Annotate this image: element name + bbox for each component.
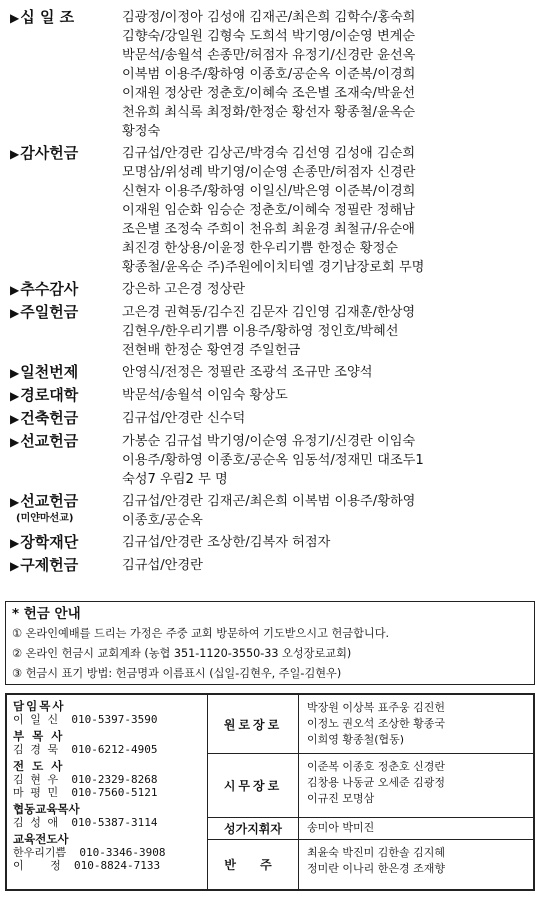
elders-table — [208, 695, 533, 889]
triangle-bullet-icon: ▶ — [10, 536, 20, 550]
triangle-bullet-icon: ▶ — [10, 366, 20, 380]
category-label: 일천번제 — [20, 363, 79, 381]
staff-role: 전 도 사 — [13, 759, 65, 773]
elders-row — [208, 840, 533, 889]
donor-names: 가봉순 김규섭 박기영/이순영 유정기/신경란 이임숙 이용주/황하영 이종호/공순옥 임동석/정재민 대조두1 숙성7 우림2 무 명 — [122, 434, 424, 487]
staff-contact: 마 평 민 010-7560-5121 — [13, 786, 158, 799]
category-label: 장학재단 — [20, 533, 79, 551]
offering-row — [10, 280, 534, 300]
donor-names: 박문석/송월석 이임숙 황상도 — [122, 388, 288, 403]
staff-role: 부 목 사 — [13, 729, 65, 743]
offering-category — [10, 8, 122, 28]
category-label: 구제헌금 — [20, 556, 79, 574]
elders-row — [208, 818, 533, 840]
offering-category — [10, 144, 122, 164]
triangle-bullet-icon: ▶ — [10, 283, 20, 297]
offering-category — [10, 303, 122, 323]
offering-guide-box — [5, 601, 535, 685]
guide-line: ② 온라인 헌금시 교회계좌 (농협 351-1120-3550-33 오성장로교회) — [12, 647, 352, 660]
guide-title: * 헌금 안내 — [12, 606, 81, 622]
category-label: 선교헌금 — [20, 492, 79, 510]
offering-category — [10, 363, 122, 383]
staff-contact: 이 일 신 010-5397-3590 — [13, 713, 158, 726]
offering-category — [10, 492, 122, 526]
elders-label: 성가지휘자 — [208, 818, 299, 839]
donor-names: 김규섭/안경란 김재곤/최은희 이복범 이용주/황하영 이종호/공순옥 — [122, 494, 416, 528]
offering-row — [10, 303, 534, 360]
pastor-contacts — [7, 695, 208, 889]
offering-row — [10, 363, 534, 383]
elders-label: 원로장로 — [208, 695, 299, 753]
category-label: 십 일 조 — [20, 8, 75, 26]
staff-directory — [5, 693, 535, 891]
offering-row — [10, 432, 534, 489]
category-label: 감사헌금 — [20, 144, 79, 162]
triangle-bullet-icon: ▶ — [10, 389, 20, 403]
donor-names: 김규섭/안경란 신수덕 — [122, 411, 246, 426]
staff-contact: 한우리기쁨 010-3346-3908 — [13, 846, 166, 859]
guide-line: ③ 헌금시 표기 방법: 헌금명과 이름표시 (십일-김현우, 주일-김현우) — [12, 667, 342, 680]
offering-category — [10, 386, 122, 406]
donor-names: 김광정/이정아 김성애 김재곤/최은희 김학수/홍숙희 김향숙/강일원 김형숙 도희석 박기영/이순영 변계순 박문석/송월석 손종만/허점자 유정기/신경란 윤선옥 이복범 이용주/황하영 이종호/공순옥 이준복/이경희 이재원 정상란 정춘호/이혜숙 조은별 조재숙/박윤선 천유희 최식록 최정화/한정순 황선자 황종철/윤옥순 황정숙 — [122, 10, 416, 139]
triangle-bullet-icon: ▶ — [10, 11, 20, 25]
staff-contact: 김 현 우 010-2329-8268 — [13, 773, 158, 786]
elders-names: 이준복 이종호 정춘호 신경란 김창용 나동균 오세준 김광정 이규진 모명삼 — [307, 760, 446, 805]
offering-category — [10, 432, 122, 452]
donor-names: 강은하 고은경 정상란 — [122, 282, 246, 297]
triangle-bullet-icon: ▶ — [10, 147, 20, 161]
triangle-bullet-icon: ▶ — [10, 559, 20, 573]
triangle-bullet-icon: ▶ — [10, 412, 20, 426]
offering-row — [10, 556, 534, 576]
staff-contact: 김 경 묵 010-6212-4905 — [13, 743, 158, 756]
donor-names: 안영식/전정은 정필란 조광석 조규만 조양석 — [122, 365, 373, 380]
elders-names: 최윤숙 박진미 김한솔 김지혜 정미란 이나리 한은경 조재향 — [307, 846, 446, 875]
category-label: 주일헌금 — [20, 303, 79, 321]
offering-category — [10, 533, 122, 553]
staff-role: 협동교육목사 — [13, 802, 80, 816]
category-label: 추수감사 — [20, 280, 79, 298]
triangle-bullet-icon: ▶ — [10, 306, 20, 320]
elders-label: 반 주 — [208, 840, 299, 889]
donor-names: 김규섭/안경란 — [122, 558, 203, 573]
offering-row — [10, 492, 534, 530]
offering-category — [10, 409, 122, 429]
staff-role: 교육전도사 — [13, 832, 69, 846]
offering-row — [10, 386, 534, 406]
staff-role: 담임목사 — [13, 699, 66, 713]
offering-list — [10, 8, 534, 579]
donor-names: 김규섭/안경란 김상곤/박경숙 김선영 김성애 김순희 모명삼/위성례 박기영/이순영 손종만/허점자 신경란 신현자 이용주/황하영 이일신/박은영 이준복/이경희 이재원 임순화 임승순 정춘호/이혜숙 정필란 정해남 조은별 조정숙 주희이 천유희 최윤경 최철규/유순애 최진경 한상용/이윤정 한우리기쁨 한정순 황정순 황종철/윤옥순 주)주원에이치티엘 경기남장로회 무명 — [122, 146, 425, 275]
elders-label: 시무장로 — [208, 754, 299, 817]
elders-row — [208, 754, 533, 818]
donor-names: 김규섭/안경란 조상한/김복자 허점자 — [122, 535, 331, 550]
offering-row — [10, 144, 534, 277]
category-label: 경로대학 — [20, 386, 79, 404]
triangle-bullet-icon: ▶ — [10, 495, 20, 509]
elders-names: 박장원 이상복 표주웅 김진헌 이정노 권오석 조상한 황종국 이희영 황종철(협동) — [307, 701, 446, 746]
donor-names: 고은경 권혁동/김수진 김문자 김인영 김재훈/한상영 김현우/한우리기쁨 이용주/황하영 정인호/박혜선 전현배 한정순 황연경 주일헌금 — [122, 305, 416, 358]
triangle-bullet-icon: ▶ — [10, 435, 20, 449]
offering-row — [10, 409, 534, 429]
category-label: 건축헌금 — [20, 409, 79, 427]
offering-row — [10, 533, 534, 553]
staff-contact: 김 성 애 010-5387-3114 — [13, 816, 158, 829]
offering-category — [10, 280, 122, 300]
elders-row — [208, 695, 533, 754]
staff-contact: 이 정 010-8824-7133 — [13, 859, 161, 872]
elders-names: 송미아 박미진 — [307, 821, 375, 834]
offering-row — [10, 8, 534, 141]
offering-category — [10, 556, 122, 576]
category-label: 선교헌금 — [20, 432, 79, 450]
category-sublabel: (미얀마선교) — [16, 513, 74, 524]
guide-line: ① 온라인예배를 드리는 가정은 주중 교회 방문하여 기도받으시고 헌금합니다. — [12, 627, 390, 640]
